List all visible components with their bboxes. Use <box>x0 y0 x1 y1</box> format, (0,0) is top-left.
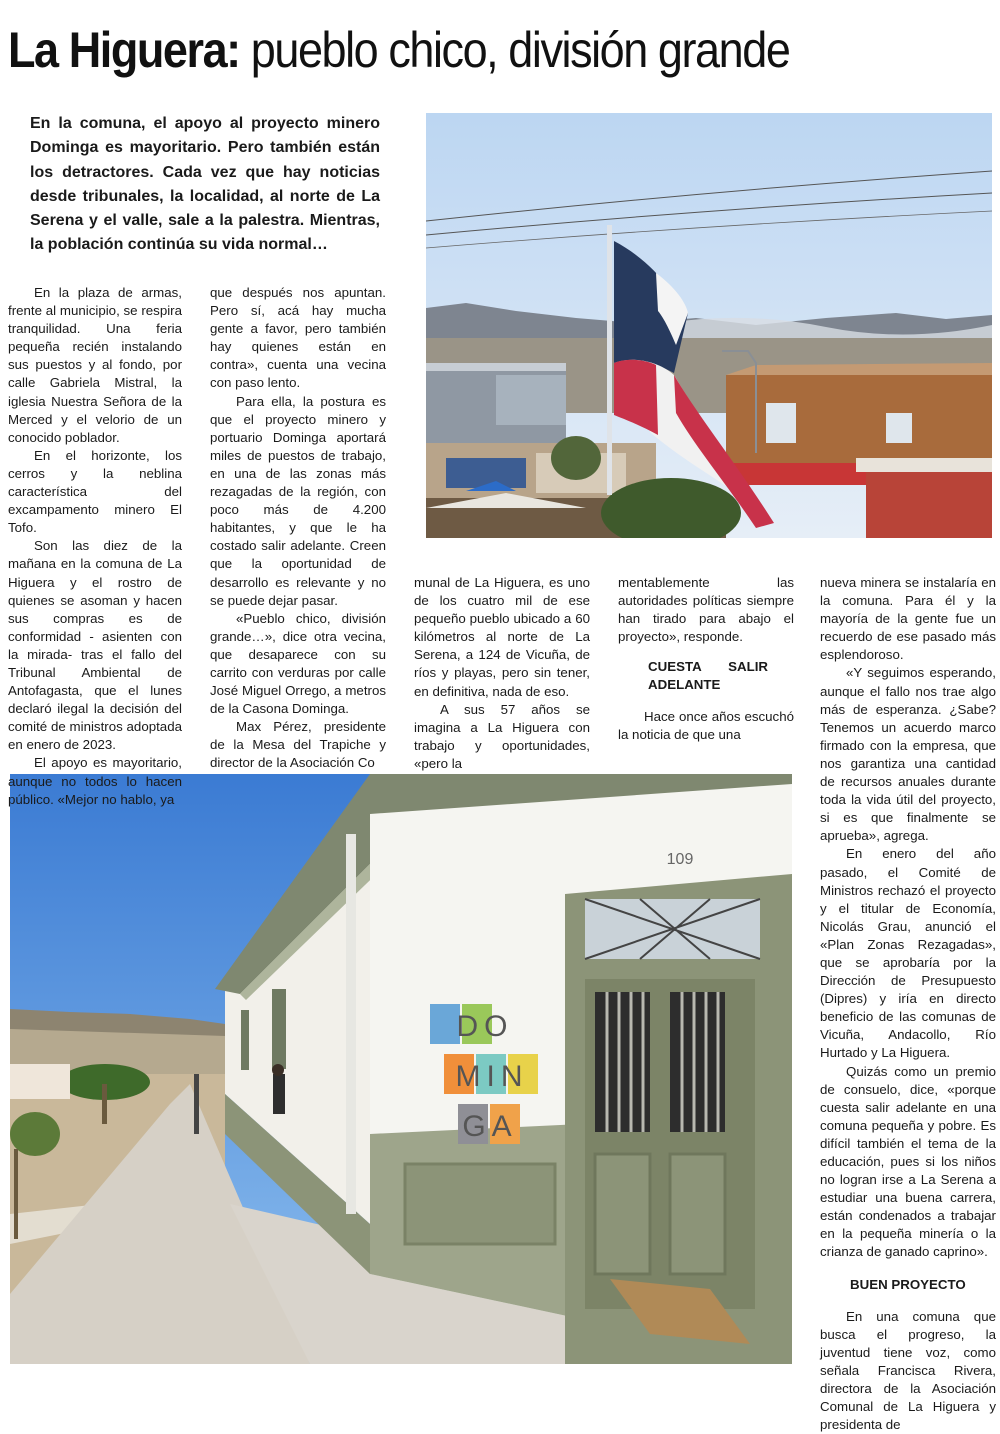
text-column-1 <box>8 284 182 809</box>
sign-row-3: GA <box>462 1110 518 1143</box>
col5-subhead: BUEN PROYECTO <box>850 1276 966 1292</box>
house-number: 109 <box>666 851 694 868</box>
sign-row-1: DO <box>456 1010 514 1043</box>
col5-paragraph-2: «Y seguimos esperando, aunque el fallo nos trae algo más de esperanza. ¿Sabe? Tenemos un acuerdo marco firmado con la empresa, que nos garantiza una cantidad de recursos anuales durante toda la vida útil del proyecto, si es que finalmente se aprueba», agrega. <box>820 665 996 844</box>
col4-paragraph-2: Hace once años escuchó la noticia de que una <box>618 709 794 743</box>
col5-paragraph-5: En una comuna que busca el progreso, la juventud tiene voz, como señala Francisca Rivera, directora de la Asociación Comunal de La Higuera y presidenta de <box>820 1308 996 1433</box>
lead-paragraph: En la comuna, el apoyo al proyecto minero Dominga es mayoritario. Pero también están los detractores. Cada vez que hay noticias desde tribunales, la localidad, al norte de La Serena y el valle, sale a la palestra. Mientras, la población continúa su vida normal… <box>30 115 380 254</box>
col2-paragraph-3: «Pueblo chico, división grande…», dice otra vecina, que desaparece con su carrito con verduras por calle José Miguel Orrego, a metros de la Casona Dominga. <box>210 610 386 717</box>
col1-paragraph-2: En el horizonte, los cerros y la neblina característica del excampamento minero El Tofo. <box>8 447 182 536</box>
col1-paragraph-1: En la plaza de armas, frente al municipio, se respira tranquilidad. Una feria pequeña recién instalando sus puestos y al fondo, por calle Gabriela Mistral, la iglesia Nuestra Señora de la Merced y el velorio de un conocido poblador. <box>8 285 182 445</box>
col5-paragraph-4: Quizás como un premio de consuelo, dice, «porque cuesta salir adelante en una comuna pequeña y pobre. Es difícil también el tema de la educación, pues si los niños no logran irse a La Serena a estudiar una buena carrera, están condenados a trabajar en la pequeña minería o la crianza de ganado caprino». <box>820 1063 996 1260</box>
col1-paragraph-4: El apoyo es mayoritario, aunque no todos lo hacen público. «Mejor no hablo, ya <box>8 755 182 807</box>
text-column-5 <box>820 574 996 1434</box>
headline-bold: La Higuera: <box>8 22 240 78</box>
headline-light: pueblo chico, división grande <box>250 22 790 78</box>
col2-paragraph-4: Max Pérez, presidente de la Mesa del Trapiche y director de la Asociación Co <box>210 719 386 771</box>
text-column-3 <box>414 574 590 773</box>
text-column-2 <box>210 284 386 773</box>
col4-subhead: CUESTA SALIR ADELANTE <box>648 659 768 693</box>
col2-paragraph-2: Para ella, la postura es que el proyecto minero y portuario Dominga aportará miles de puestos de trabajo, en una de las zonas más rezagadas de la región, con poco más de 4.200 habitantes, y que le ha costado salir adelante. Creen que la oportunidad de desarrollo es relevante y no se puede dejar pasar. <box>210 393 386 608</box>
col5-paragraph-1: nueva minera se instalaría en la comuna. Para él y la mayoría de la gente fue un recuerdo de ese pasado más esplendoroso. <box>820 575 996 663</box>
col3-paragraph-2: A sus 57 años se imagina a La Higuera con trabajo y oportunidades, «pero la <box>414 701 590 771</box>
photo-dominga-building <box>10 774 792 1364</box>
col2-paragraph-1: que después nos apuntan. Pero sí, acá hay mucha gente a favor, pero también hay quienes están en contra», cuenta una vecina con paso lento. <box>210 285 386 391</box>
col5-paragraph-3: En enero del año pasado, el Comité de Ministros rechazó el proyecto y el titular de Economía, Nicolás Grau, anunció el «Plan Zonas Rezagadas», que se aprobaría por la Dirección de Presupuesto (Dipres) y iría en directo beneficio de las comunas de Vicuña, Andacollo, Río Hurtado y La Higuera. <box>820 846 996 1061</box>
text-column-4 <box>618 574 794 745</box>
headline <box>8 20 899 80</box>
col4-paragraph-1: mentablemente las autoridades políticas siempre han tirado para abajo el proyecto», responde. <box>618 575 794 645</box>
col1-paragraph-3: Son las diez de la mañana en la comuna de La Higuera y el rostro de quienes se asoman y hacen sus compras es de conformidad - asienten con la mirada- tras el fallo del Tribunal Ambiental de Antofagasta, que el lunes declaró ilegal la decisión del comité de ministros adoptada en enero de 2023. <box>8 538 182 753</box>
photo-flag-town <box>426 113 992 538</box>
col3-paragraph-1: munal de La Higuera, es uno de los cuatro mil de ese pequeño pueblo ubicado a 60 kilómetros al norte de La Serena, a 124 de Vicuña, de ríos y playas, pero sin tener, en definitiva, nada de eso. <box>414 575 590 699</box>
sign-row-2: MIN <box>455 1060 529 1093</box>
